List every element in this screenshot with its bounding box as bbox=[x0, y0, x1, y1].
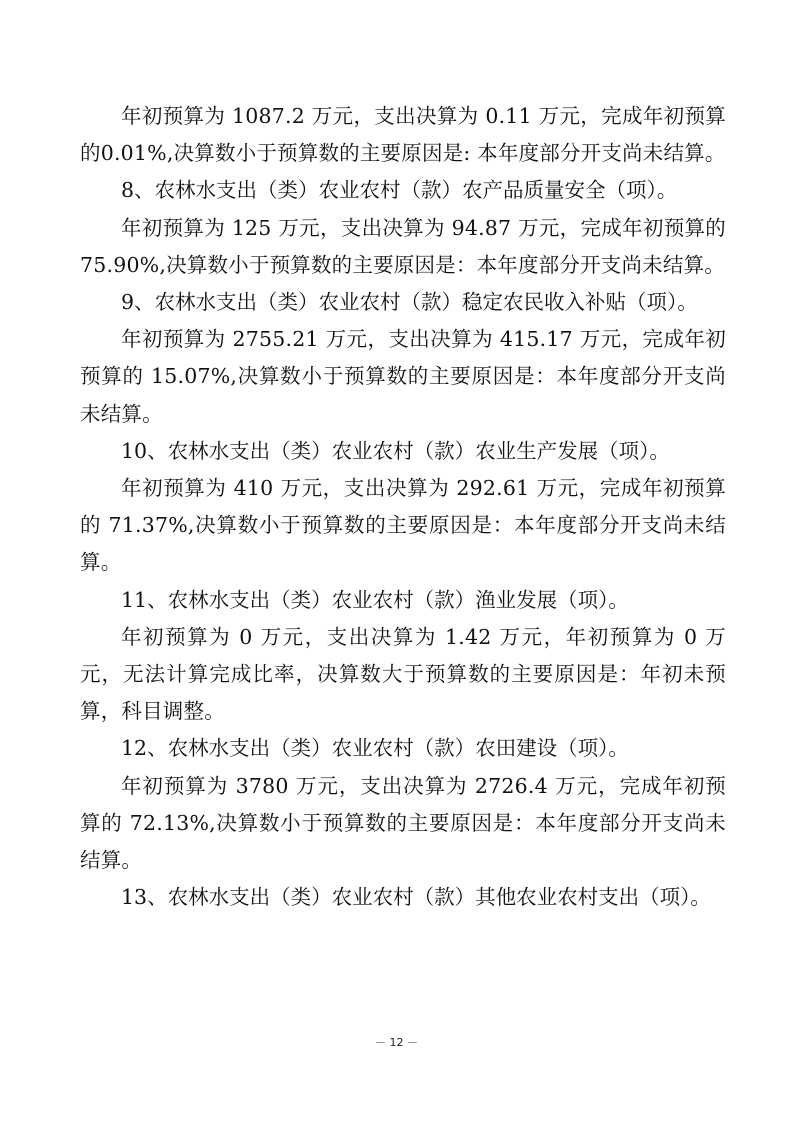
page-number: － 12 － bbox=[375, 1036, 418, 1049]
heading-item-13: 13、农林水支出（类）农业农村（款）其他农业农村支出（项）。 bbox=[121, 885, 711, 910]
heading-item-11: 11、农林水支出（类）农业农村（款）渔业发展（项）。 bbox=[121, 587, 629, 612]
heading-item-8: 8、农林水支出（类）农业农村（款）农产品质量安全（项）。 bbox=[121, 178, 678, 203]
paragraph-item-9-budget: 年初预算为 2755.21 万元，支出决算为 415.17 万元，完成年初预算的 15.07%,决算数小于预算数的主要原因是：本年度部分开支尚未结算。 bbox=[80, 327, 726, 426]
heading-item-12: 12、农林水支出（类）农业农村（款）农田建设（项）。 bbox=[121, 736, 629, 761]
heading-item-10: 10、农林水支出（类）农业农村（款）农业生产发展（项）。 bbox=[121, 438, 670, 463]
paragraph-item-8-budget: 年初预算为 125 万元，支出决算为 94.87 万元，完成年初预算的75.90%,决算数小于预算数的主要原因是：本年度部分开支尚未结算。 bbox=[80, 215, 726, 277]
heading-item-9: 9、农林水支出（类）农业农村（款）稳定农民收入补贴（项）。 bbox=[121, 290, 698, 315]
paragraph-item-11-budget: 年初预算为 0 万元，支出决算为 1.42 万元，年初预算为 0 万元，无法计算完成比率，决算数大于预算数的主要原因是：年初未预算，科目调整。 bbox=[80, 624, 726, 724]
paragraph-item-12-budget: 年初预算为 3780 万元，支出决算为 2726.4 万元，完成年初预算的 72.13%,决算数小于预算数的主要原因是：本年度部分开支尚未结算。 bbox=[80, 773, 726, 873]
paragraph-item-7-budget: 年初预算为 1087.2 万元，支出决算为 0.11 万元，完成年初预算的0.01%,决算数小于预算数的主要原因是: 本年度部分开支尚未结算。 bbox=[80, 104, 726, 166]
paragraph-item-10-budget: 年初预算为 410 万元，支出决算为 292.61 万元，完成年初预算的 71.37%,决算数小于预算数的主要原因是：本年度部分开支尚未结算。 bbox=[80, 476, 726, 575]
document-body bbox=[80, 98, 726, 916]
